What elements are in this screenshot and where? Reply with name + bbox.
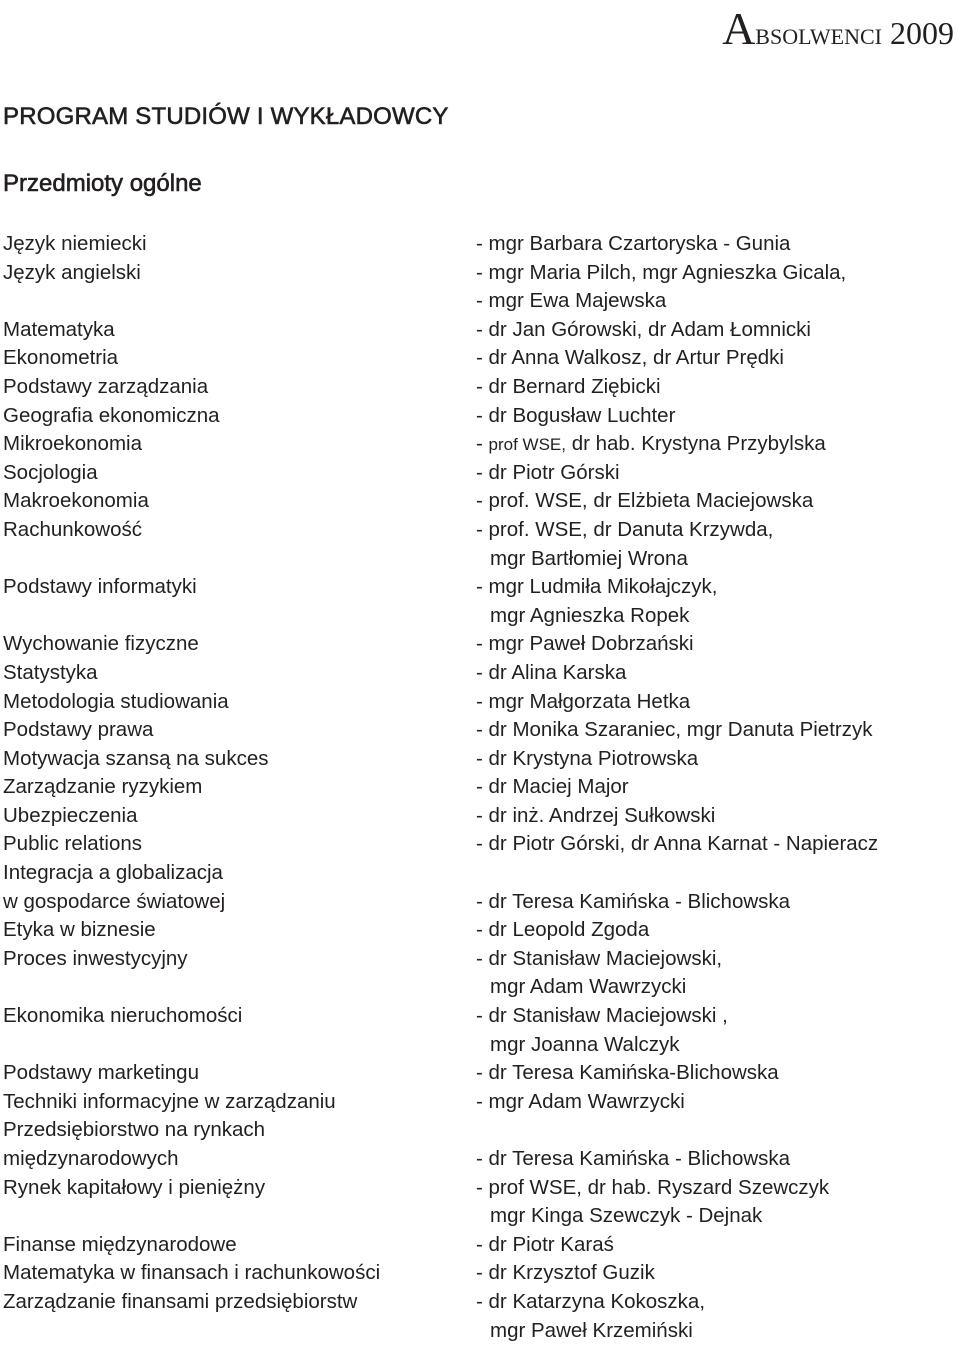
subject-name: Makroekonomia <box>3 489 149 513</box>
program-row <box>0 1317 960 1346</box>
subject-name: Matematyka w finansach i rachunkowości <box>3 1261 381 1285</box>
subject-name: Podstawy marketingu <box>3 1061 199 1085</box>
program-row <box>0 945 960 974</box>
lecturer-names: - dr Piotr Górski, dr Anna Karnat - Napieracz <box>476 832 879 856</box>
lecturer-names: - dr Teresa Kamińska-Blichowska <box>476 1061 779 1085</box>
program-row <box>0 830 960 859</box>
lecturer-names: - mgr Adam Wawrzycki <box>476 1089 685 1113</box>
program-row <box>0 773 960 802</box>
brand-logo: Absolwenci 2009 <box>722 3 954 54</box>
lecturer-names: - mgr Maria Pilch, mgr Agnieszka Gicala, <box>476 260 847 284</box>
lecturer-names: - mgr Ewa Majewska <box>476 289 667 313</box>
program-row <box>0 316 960 345</box>
subject-name: Podstawy zarządzania <box>3 374 209 398</box>
subject-name: Rachunkowość <box>3 517 143 541</box>
program-row <box>0 688 960 717</box>
lecturer-names: - dr Piotr Karaś <box>476 1232 614 1256</box>
lecturer-names: mgr Adam Wawrzycki <box>490 975 687 999</box>
subject-name: Podstawy prawa <box>3 718 154 742</box>
program-row <box>0 1088 960 1117</box>
program-row <box>0 402 960 431</box>
program-row <box>0 573 960 602</box>
program-row <box>0 1031 960 1060</box>
section-heading: Przedmioty ogólne <box>3 170 202 197</box>
program-row <box>0 1116 960 1145</box>
program-row <box>0 716 960 745</box>
program-row <box>0 1259 960 1288</box>
program-row <box>0 344 960 373</box>
subject-name: Matematyka <box>3 317 115 341</box>
program-row <box>0 230 960 259</box>
program-row <box>0 259 960 288</box>
subject-name: Rynek kapitałowy i pieniężny <box>3 1175 266 1199</box>
subject-name: Podstawy informatyki <box>3 575 197 599</box>
lecturer-names: - dr Maciej Major <box>476 775 629 799</box>
page-title: PROGRAM STUDIÓW I WYKŁADOWCY <box>3 103 449 130</box>
subject-name: Wychowanie fizyczne <box>3 632 199 656</box>
subject-name: Socjologia <box>3 460 98 484</box>
lecturer-names: - dr Bogusław Luchter <box>476 403 676 427</box>
lecturer-names: mgr Kinga Szewczyk - Dejnak <box>490 1204 763 1228</box>
lecturer-names: mgr Paweł Krzemiński <box>490 1318 693 1342</box>
lecturer-names: - dr Anna Walkosz, dr Artur Prędki <box>476 346 784 370</box>
lecturer-names: - dr Leopold Zgoda <box>476 918 650 942</box>
program-row <box>0 487 960 516</box>
program-list <box>0 230 960 1345</box>
subject-name: Przedsiębiorstwo na rynkach <box>3 1118 266 1142</box>
program-row <box>0 1002 960 1031</box>
program-row <box>0 659 960 688</box>
lecturer-names: - mgr Paweł Dobrzański <box>476 632 694 656</box>
program-row <box>0 973 960 1002</box>
program-row <box>0 630 960 659</box>
lecturer-names: - prof WSE, dr hab. Ryszard Szewczyk <box>476 1175 830 1199</box>
program-row <box>0 916 960 945</box>
subject-name: Język niemiecki <box>3 232 147 255</box>
subject-name: Techniki informacyjne w zarządzaniu <box>3 1089 336 1113</box>
program-row <box>0 287 960 316</box>
subject-name: Proces inwestycyjny <box>3 946 188 970</box>
lecturer-names: - prof. WSE, dr Danuta Krzywda, <box>476 517 774 541</box>
subject-name: międzynarodowych <box>3 1147 179 1170</box>
program-row <box>0 1202 960 1231</box>
subject-name: Zarządzanie finansami przedsiębiorstw <box>3 1289 358 1313</box>
lecturer-names: - dr inż. Andrzej Sułkowski <box>476 803 716 827</box>
program-row <box>0 859 960 888</box>
program-row <box>0 459 960 488</box>
lecturer-names: mgr Bartłomiej Wrona <box>490 546 688 570</box>
lecturer-names: - prof WSE, dr hab. Krystyna Przybylska <box>476 432 826 456</box>
lecturer-names: mgr Agnieszka Ropek <box>490 603 690 627</box>
program-row <box>0 1059 960 1088</box>
lecturer-names: - mgr Barbara Czartoryska - Gunia <box>476 232 791 255</box>
program-row <box>0 802 960 831</box>
program-row <box>0 373 960 402</box>
lecturer-names: - dr Krystyna Piotrowska <box>476 746 699 770</box>
subject-name: Public relations <box>3 832 143 856</box>
subject-name: Metodologia studiowania <box>3 689 229 713</box>
program-row <box>0 602 960 631</box>
program-row <box>0 430 960 459</box>
subject-name: Statystyka <box>3 660 98 684</box>
lecturer-names: - dr Bernard Ziębicki <box>476 374 661 398</box>
subject-name: Finanse międzynarodowe <box>3 1232 237 1256</box>
subject-name: Etyka w biznesie <box>3 918 156 942</box>
subject-name: w gospodarce światowej <box>3 889 226 913</box>
lecturer-names: - dr Teresa Kamińska - Blichowska <box>476 889 791 913</box>
program-row <box>0 888 960 917</box>
program-row <box>0 745 960 774</box>
lecturer-names: - dr Stanisław Maciejowski , <box>476 1004 728 1028</box>
lecturer-names: - dr Katarzyna Kokoszka, <box>476 1289 706 1313</box>
lecturer-names: - dr Jan Górowski, dr Adam Łomnicki <box>476 317 811 341</box>
subject-name: Język angielski <box>3 260 141 284</box>
program-row <box>0 516 960 545</box>
subject-name: Ubezpieczenia <box>3 803 138 827</box>
subject-name: Ekonomika nieruchomości <box>3 1004 243 1028</box>
lecturer-names: - dr Alina Karska <box>476 660 627 684</box>
lecturer-names: - dr Stanisław Maciejowski, <box>476 946 723 970</box>
program-row <box>0 545 960 574</box>
subject-name: Mikroekonomia <box>3 432 142 456</box>
lecturer-names: mgr Joanna Walczyk <box>490 1032 680 1056</box>
program-row <box>0 1288 960 1317</box>
lecturer-names: - mgr Ludmiła Mikołajczyk, <box>476 575 718 599</box>
lecturer-names: - dr Monika Szaraniec, mgr Danuta Pietrzyk <box>476 718 873 742</box>
subject-name: Motywacja szansą na sukces <box>3 746 269 770</box>
lecturer-names: - prof. WSE, dr Elżbieta Maciejowska <box>476 489 814 513</box>
program-row <box>0 1174 960 1203</box>
lecturer-names: - dr Teresa Kamińska - Blichowska <box>476 1147 791 1170</box>
program-row <box>0 1145 960 1174</box>
lecturer-names: - dr Piotr Górski <box>476 460 620 484</box>
program-row <box>0 1231 960 1260</box>
lecturer-names: - dr Krzysztof Guzik <box>476 1261 655 1285</box>
lecturer-names: - mgr Małgorzata Hetka <box>476 689 691 713</box>
subject-name: Ekonometria <box>3 346 119 370</box>
subject-name: Geografia ekonomiczna <box>3 403 220 427</box>
subject-name: Integracja a globalizacja <box>3 861 223 885</box>
subject-name: Zarządzanie ryzykiem <box>3 775 203 799</box>
